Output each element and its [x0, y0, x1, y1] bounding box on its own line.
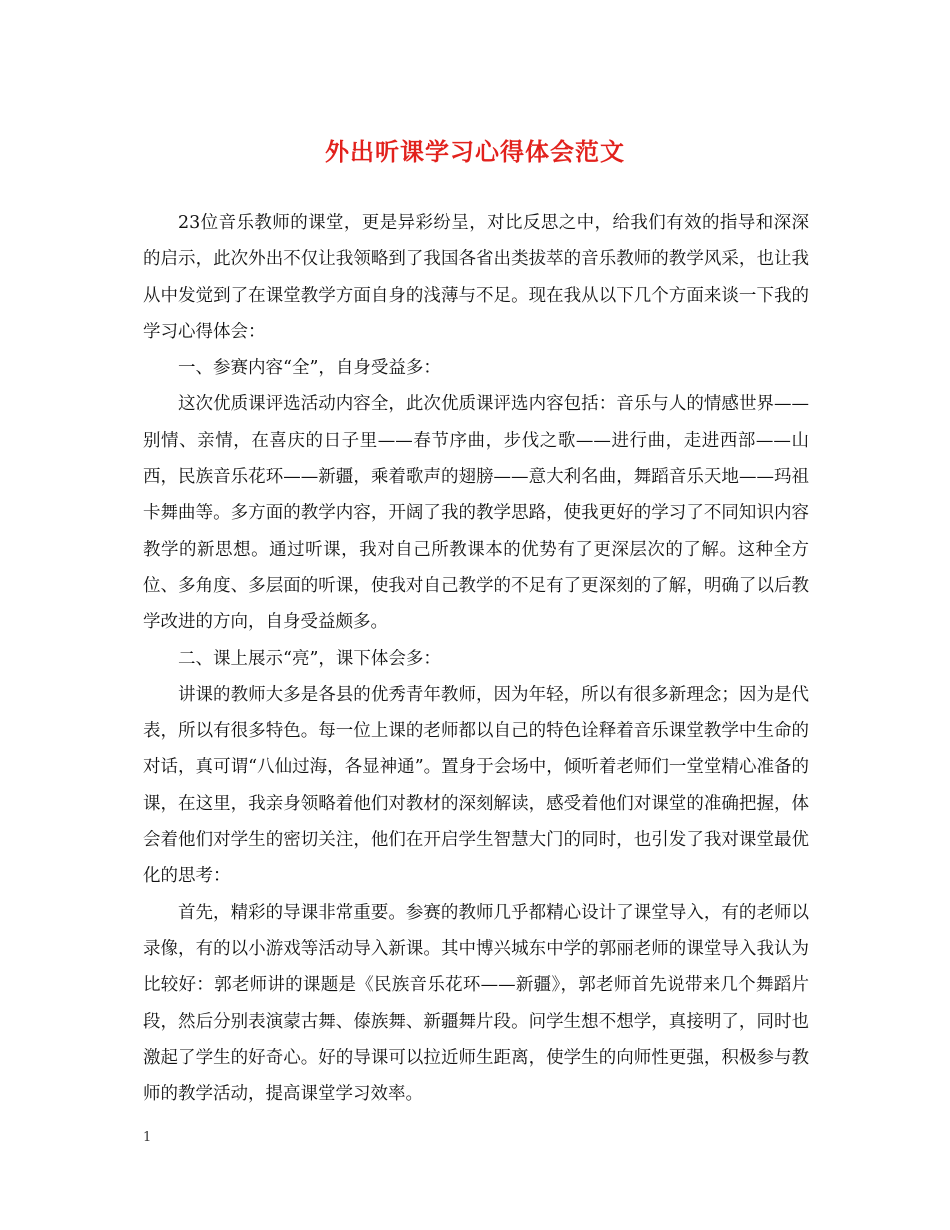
document-title: 外出听课学习心得体会范文	[325, 137, 625, 166]
paragraph: 一、参赛内容“全”，自身受益多：	[178, 358, 441, 379]
paragraph: 这次优质课评选活动内容全，此次优质课评选内容包括：音乐与人的情感世界——别情、亲情，在喜庆的日子里——春节序曲，步伐之歌——进行曲，走进西部——山西，民族音乐花环——新疆，乘着歌声的翅膀——意大利名曲，舞蹈音乐天地——玛祖卡舞曲等。多方面的教学内容，开阔了我的教学思路，使我更好的学习了不同知识内容教学的新思想。通过听课，我对自己所教课本的优势有了更深层次的了解。这种全方位、多角度、多层面的听课，使我对自己教学的不足有了更深刻的了解，明确了以后教学改进的方向，自身受益颇多。	[143, 394, 809, 633]
page-number: 1	[143, 1130, 152, 1145]
paragraph: 讲课的教师大多是各县的优秀青年教师，因为年轻，所以有很多新理念；因为是代表，所以有很多特色。每一位上课的老师都以自己的特色诠释着音乐课堂教学中生命的对话，真可谓“八仙过海，各显神通”。置身于会场中，倾听着老师们一堂堂精心准备的课，在这里，我亲身领略着他们对教材的深刻解读，感受着他们对课堂的准确把握，体会着他们对学生的密切关注，他们在开启学生智慧大门的同时，也引发了我对课堂最优化的思考：	[143, 684, 809, 887]
paragraph: 23位音乐教师的课堂，更是异彩纷呈，对比反思之中，给我们有效的指导和深深的启示，此次外出不仅让我领略到了我国各省出类拔萃的音乐教师的教学风采，也让我从中发觉到了在课堂教学方面自身的浅薄与不足。现在我从以下几个方面来谈一下我的学习心得体会：	[143, 213, 809, 342]
document-body	[143, 205, 809, 1112]
paragraph: 二、课上展示“亮”，课下体会多：	[178, 648, 441, 669]
paragraph: 首先，精彩的导课非常重要。参赛的教师几乎都精心设计了课堂导入，有的老师以录像，有的以小游戏等活动导入新课。其中博兴城东中学的郭丽老师的课堂导入我认为比较好：郭老师讲的课题是《民族音乐花环——新疆》，郭老师首先说带来几个舞蹈片段，然后分别表演蒙古舞、傣族舞、新疆舞片段。问学生想不想学，真接明了，同时也激起了学生的好奇心。好的导课可以拉近师生距离，使学生的向师性更强，积极参与教师的教学活动，提高课堂学习效率。	[143, 902, 809, 1105]
